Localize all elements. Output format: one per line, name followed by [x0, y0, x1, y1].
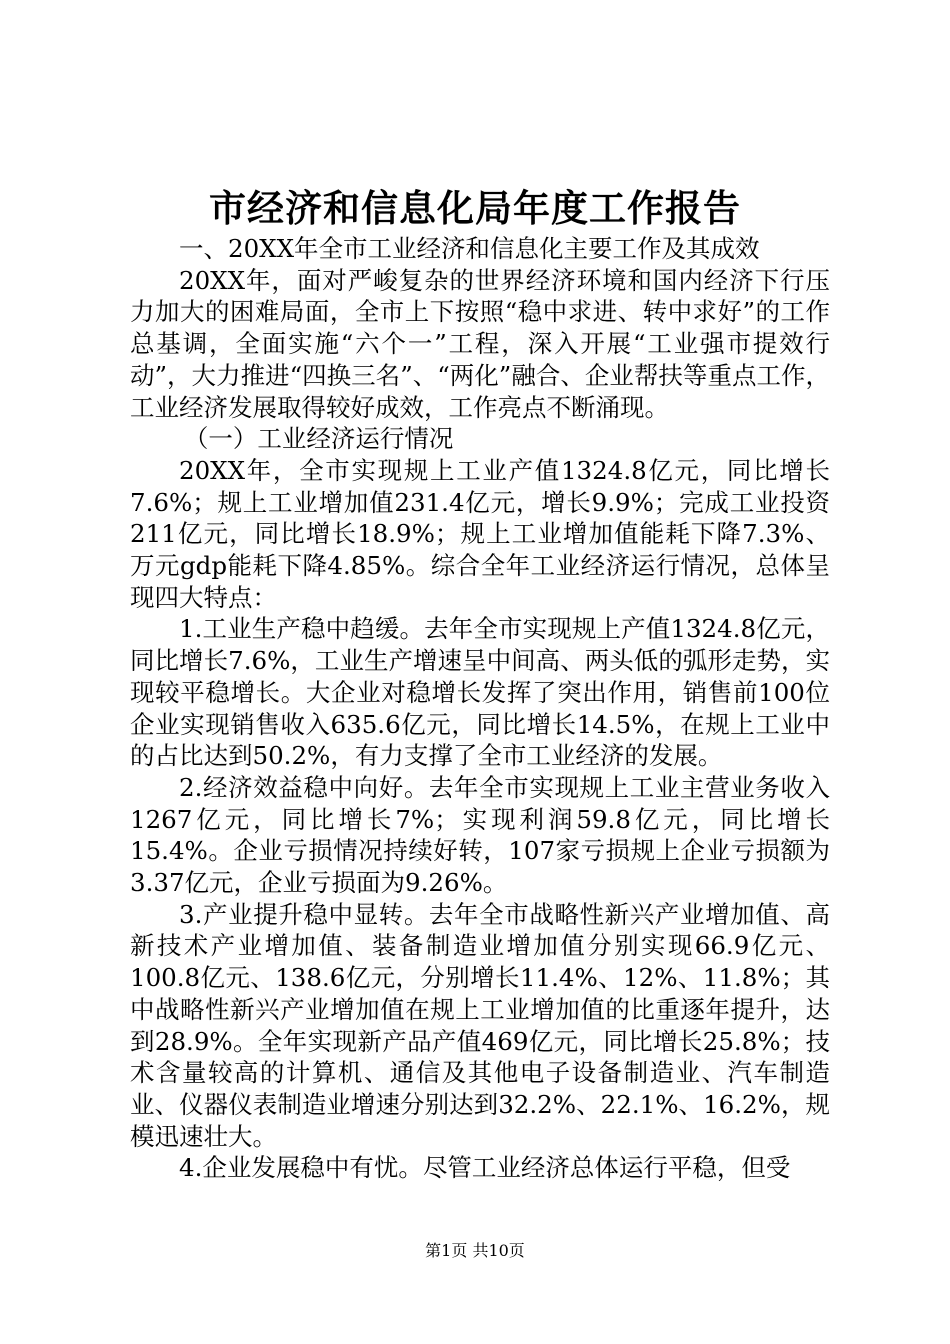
- document-title: 市经济和信息化局年度工作报告: [209, 186, 741, 230]
- body-paragraph: 2.经济效益稳中向好。去年全市实现规上工业主营业务收入1267亿元，同比增长7%；实现利润59.8亿元，同比增长15.4%。企业亏损情况持续好转，107家亏损规上企业亏损额为3.37亿元，企业亏损面为9.26%。: [130, 772, 830, 898]
- document-body: [130, 233, 830, 1184]
- body-paragraph: 20XX年，面对严峻复杂的世界经济环境和国内经济下行压力加大的困难局面，全市上下按照“稳中求进、转中求好”的工作总基调，全面实施“六个一”工程，深入开展“工业强市提效行动”，大力推进“四换三名”、“两化”融合、企业帮扶等重点工作，工业经济发展取得较好成效，工作亮点不断涌现。: [130, 265, 830, 422]
- body-paragraph: 1.工业生产稳中趋缓。去年全市实现规上产值1324.8亿元，同比增长7.6%，工业生产增速呈中间高、两头低的弧形走势，实现较平稳增长。大企业对稳增长发挥了突出作用，销售前100位企业实现销售收入635.6亿元，同比增长14.5%，在规上工业中的占比达到50.2%，有力支撑了全市工业经济的发展。: [130, 614, 830, 771]
- body-paragraph: 4.企业发展稳中有忧。尽管工业经济总体运行平稳，但受: [179, 1153, 791, 1183]
- page-number: 第1页 共10页: [425, 1241, 525, 1260]
- body-paragraph: 3.产业提升稳中显转。去年全市战略性新兴产业增加值、高新技术产业增加值、装备制造业增加值分别实现66.9亿元、100.8亿元、138.6亿元，分别增长11.4%、12%、11.8%；其中战略性新兴产业增加值在规上工业增加值的比重逐年提升，达到28.9%。全年实现新产品产值469亿元，同比增长25.8%；技术含量较高的计算机、通信及其他电子设备制造业、汽车制造业、仪器仪表制造业增速分别达到32.2%、22.1%、16.2%，规模迅速壮大。: [130, 899, 830, 1151]
- subsection-heading: （一）工业经济运行情况: [183, 424, 454, 454]
- section-heading: 一、20XX年全市工业经济和信息化主要工作及其成效: [179, 234, 760, 263]
- body-paragraph: 20XX年，全市实现规上工业产值1324.8亿元，同比增长7.6%；规上工业增加值231.4亿元，增长9.9%；完成工业投资211亿元，同比增长18.9%；规上工业增加值能耗下降7.3%、万元gdp能耗下降4.85%。综合全年工业经济运行情况，总体呈现四大特点：: [130, 455, 830, 612]
